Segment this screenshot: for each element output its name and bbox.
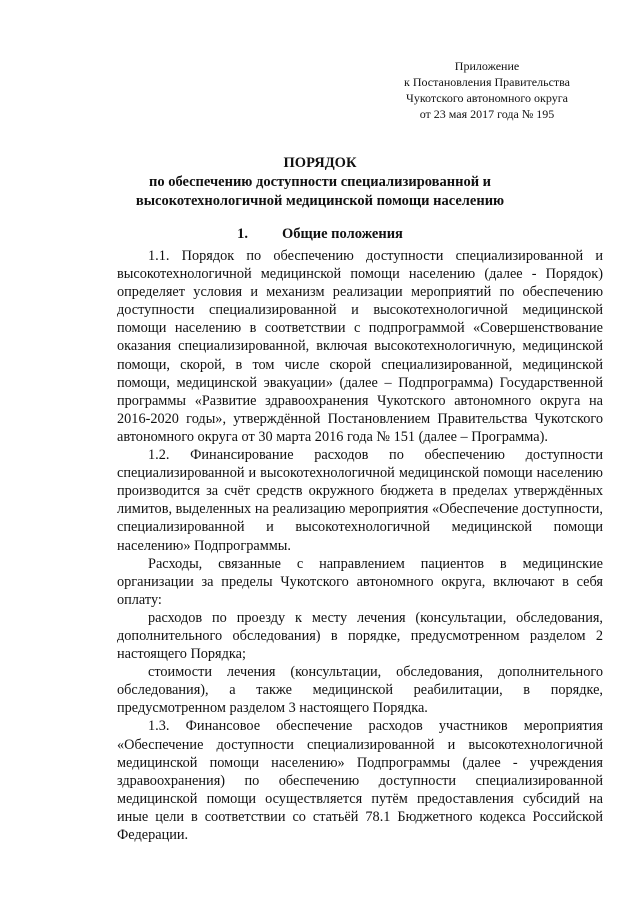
paragraph-expenses: Расходы, связанные с направлением пациентов в медицинские организации за пределы Чукотского автономного округа, включают в себя оплату: <box>117 555 603 608</box>
section-heading <box>0 226 640 243</box>
annex-label: Приложение <box>454 59 520 73</box>
section-title: Общие положения <box>281 226 403 242</box>
paragraph-travel-costs: расходов по проезду к месту лечения (консультации, обследования, дополнительного обследования) в порядке, предусмотренном разделом 2 настоящего Порядка; <box>117 609 603 663</box>
document-title <box>0 154 640 211</box>
section-number: 1. <box>237 226 248 242</box>
annex-region: Чукотского автономного округа <box>406 91 568 105</box>
title-main: ПОРЯДОК <box>283 155 357 171</box>
annex-date: от 23 мая 2017 года № 195 <box>419 107 555 121</box>
document-body <box>117 247 603 844</box>
paragraph-1-1: 1.1. Порядок по обеспечению доступности специализированной и высокотехнологичной медицинской помощи населению (далее - Порядок) определяет условия и механизм реализации мероприятий по обеспечению доступности специализированной и высокотехнологичной медицинской помощи населению в соответствии с подпрограммой «Совершенствование оказания специализированной, включая высокотехнологичную, медицинской помощи, скорой, в том числе скорой специализированной, медицинской помощи, медицинской эвакуации» (далее – Подпрограмма) Государственной программы «Развитие здравоохранения Чукотского автономного округа на 2016-2020 годы», утверждённой Постановлением Правительства Чукотского автономного округа от 30 марта 2016 года № 151 (далее – Программа). <box>117 248 603 445</box>
annex-reference: к Постановления Правительства <box>404 75 570 89</box>
title-subtitle-1: по обеспечению доступности специализированной и <box>148 174 492 190</box>
paragraph-1-2: 1.2. Финансирование расходов по обеспечению доступности специализированной и высокотехнологичной медицинской помощи населению производится за счёт средств окружного бюджета в пределах утверждённых лимитов, выделенных на реализацию мероприятия «Обеспечение доступности, специализированной и высокотехнологичной медицинской помощи населению» Подпрограммы. <box>117 447 603 554</box>
paragraph-1-3: 1.3. Финансовое обеспечение расходов участников мероприятия «Обеспечение доступности специализированной и высокотехнологичной медицинской помощи населению» Подпрограммы (далее - учреждения здравоохранения) по обеспечению доступности специализированной медицинской помощи осуществляется путём предоставления субсидий на иные цели в соответствии со статьёй 78.1 Бюджетного кодекса Российской Федерации. <box>117 718 603 843</box>
title-subtitle-2: высокотехнологичной медицинской помощи населению <box>135 193 505 209</box>
annex-header <box>392 58 582 122</box>
paragraph-treatment-costs: стоимости лечения (консультации, обследования, дополнительного обследования), а также медицинской реабилитации, в порядке, предусмотренном разделом 3 настоящего Порядка. <box>117 664 603 717</box>
